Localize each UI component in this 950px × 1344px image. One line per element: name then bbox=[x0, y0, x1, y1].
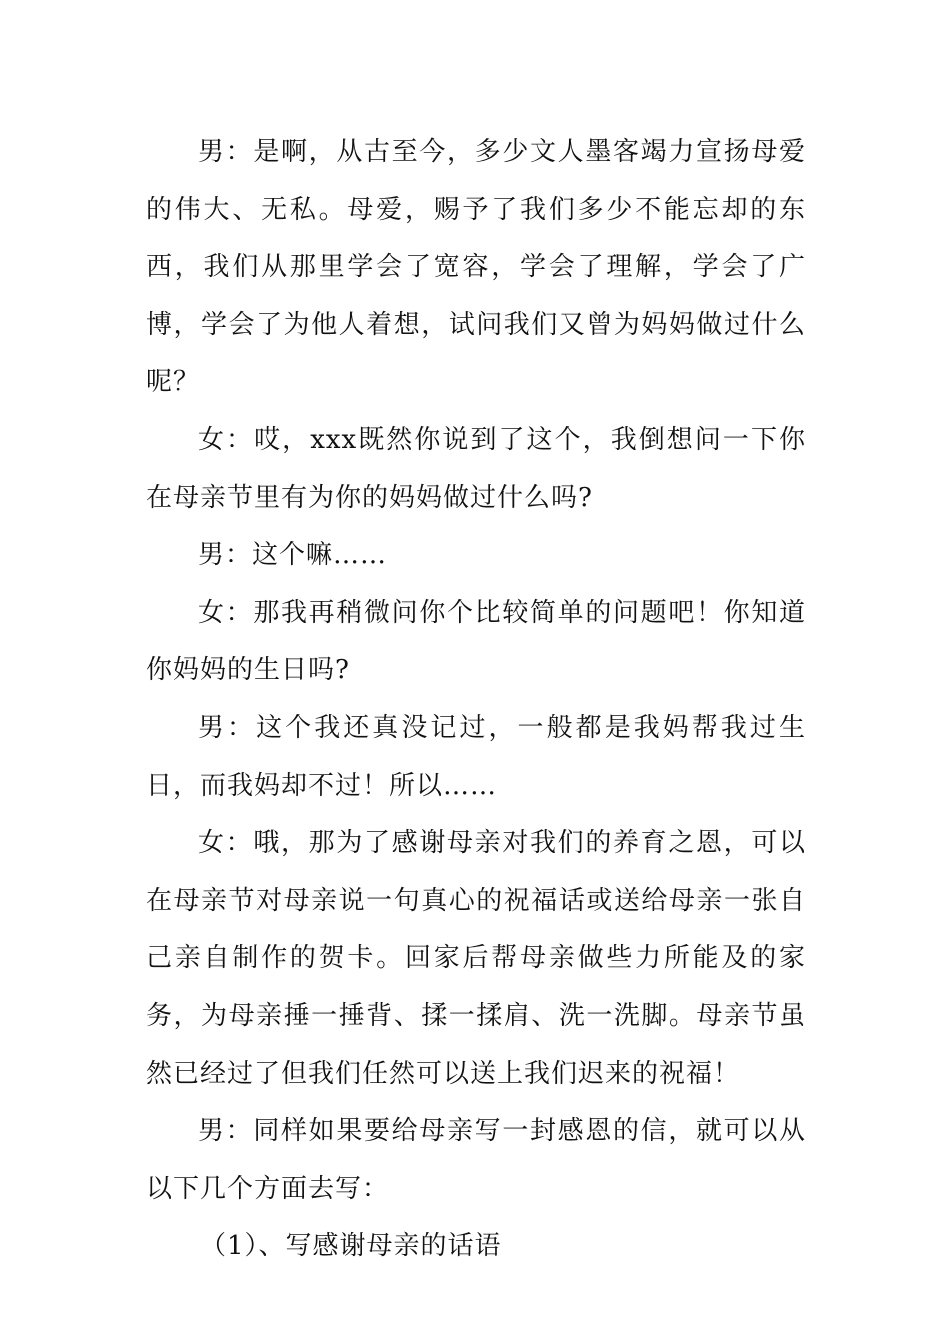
paragraph-dialogue: 男：是啊，从古至今，多少文人墨客竭力宣扬母爱的伟大、无私。母爱，赐予了我们多少不能忘却的东西，我们从那里学会了宽容，学会了理解，学会了广博，学会了为他人着想，试问我们又曾为妈妈做过什么呢？ bbox=[146, 137, 806, 398]
paragraph-dialogue: 女：那我再稍微问你个比较简单的问题吧！你知道你妈妈的生日吗? bbox=[146, 597, 806, 686]
document-body bbox=[146, 124, 806, 1276]
list-item: （1）、写感谢母亲的话语 bbox=[200, 1231, 502, 1262]
paragraph-dialogue: 女：哎，xxx既然你说到了这个，我倒想问一下你在母亲节里有为你的妈妈做过什么吗? bbox=[146, 424, 806, 513]
paragraph-dialogue: 女：哦，那为了感谢母亲对我们的养育之恩，可以在母亲节对母亲说一句真心的祝福话或送给母亲一张自己亲自制作的贺卡。回家后帮母亲做些力所能及的家务，为母亲捶一捶背、揉一揉肩、洗一洗脚。母亲节虽然已经过了但我们任然可以送上我们迟来的祝福！ bbox=[146, 828, 806, 1089]
paragraph-dialogue: 男：这个嘛…… bbox=[198, 540, 388, 571]
paragraph-dialogue: 男：这个我还真没记过，一般都是我妈帮我过生日，而我妈却不过！所以…… bbox=[146, 712, 806, 801]
paragraph-dialogue: 男：同样如果要给母亲写一封感恩的信，就可以从以下几个方面去写： bbox=[146, 1116, 806, 1204]
